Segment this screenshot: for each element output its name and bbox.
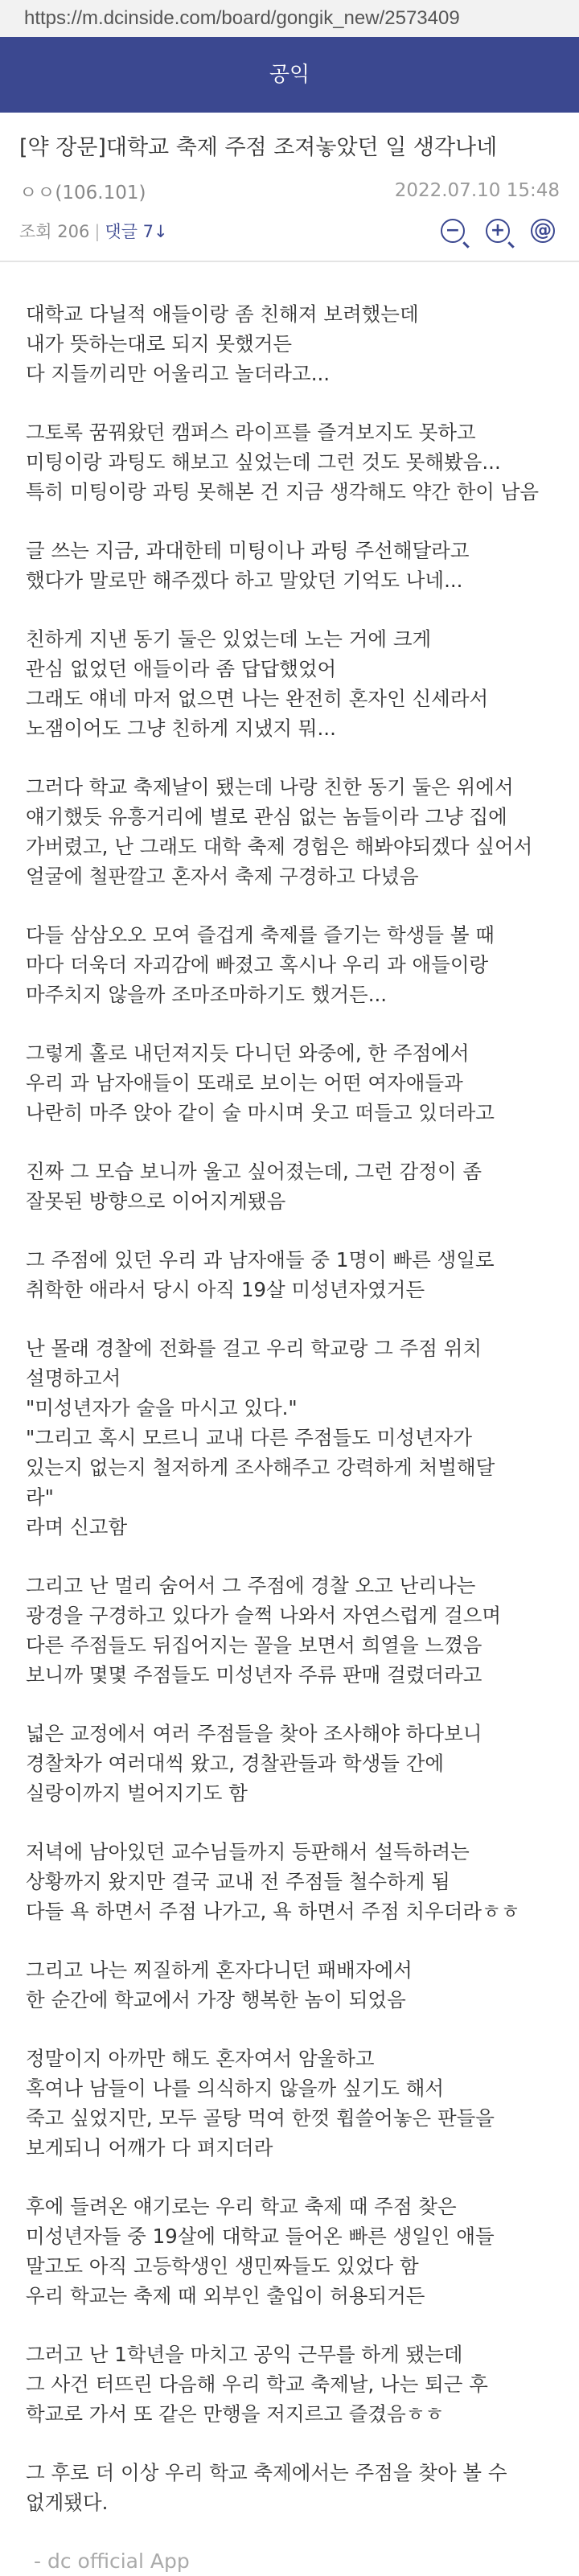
post-line: 상황까지 왔지만 결국 교내 전 주점들 철수하게 됨 [26, 1870, 450, 1893]
post-line: 다른 주점들도 뒤집어지는 꼴을 보면서 희열을 느꼈음 [26, 1633, 482, 1657]
post-line: 특히 미팅이랑 과팅 못해본 건 지금 생각해도 약간 한이 남음 [26, 480, 540, 503]
post-paragraph [26, 1955, 560, 2015]
post-line: 정말이지 아까만 해도 혼자여서 암울하고 [26, 2047, 375, 2070]
share-icon[interactable]: @ [531, 219, 555, 243]
post-line: 다들 삼삼오오 모여 즐겁게 축제를 즐기는 학생들 볼 때 [26, 923, 495, 947]
post-line: 그리고 나는 찌질하게 혼자다니던 패배자에서 [26, 1958, 413, 1982]
post-paragraph [26, 1245, 560, 1304]
post-paragraph [26, 772, 560, 891]
post-paragraph [26, 624, 560, 743]
gallery-name: 공익 [269, 63, 310, 87]
post-meta [19, 179, 560, 203]
gallery-header[interactable] [0, 37, 579, 113]
post-line: 넓은 교정에서 여러 주점들을 찾아 조사해야 하다보니 [26, 1722, 482, 1745]
post-paragraph [26, 2458, 560, 2517]
post-line: 경찰차가 여러대씩 왔고, 경찰관들과 학생들 간에 [26, 1752, 445, 1775]
post-line: 대학교 다닐적 애들이랑 좀 친해져 보려했는데 [26, 302, 419, 326]
post-line: 그리고 난 멀리 숨어서 그 주점에 경찰 오고 난리나는 [26, 1574, 476, 1597]
post-line: 다들 욕 하면서 주점 나가고, 욕 하면서 주점 치우더라ㅎㅎ [26, 1900, 520, 1923]
post-paragraph [26, 2044, 560, 2163]
post-line: 미성년자들 중 19살에 대학교 들어온 빠른 생일인 애들 [26, 2225, 495, 2248]
post-line: 그러고 난 1학년을 마치고 공익 근무를 하게 됐는데 [26, 2343, 463, 2366]
post-paragraph [26, 2340, 560, 2429]
post-line: 그 사건 터뜨린 다음해 우리 학교 축제날, 나는 퇴근 후 [26, 2373, 488, 2396]
post-paragraph [26, 1571, 560, 1690]
post-paragraph [26, 417, 560, 507]
post-line: 했다가 말로만 해주겠다 하고 말았던 기억도 나네... [26, 569, 463, 592]
zoom-in-icon[interactable]: + [486, 219, 510, 243]
post-line: 설명하고서 [26, 1366, 121, 1390]
post-line: 말고도 아직 고등학생인 생민짜들도 있었다 함 [26, 2254, 419, 2278]
stats-separator: | [94, 222, 101, 241]
post-line: "그리고 혹시 모르니 교내 다른 주점들도 미성년자가 [26, 1426, 473, 1449]
post-line: 미팅이랑 과팅도 해보고 싶었는데 그런 것도 못해봤음... [26, 450, 501, 474]
address-bar[interactable] [0, 0, 579, 37]
post-line: 그렇게 홀로 내던져지듯 다니던 와중에, 한 주점에서 [26, 1041, 470, 1065]
post-line: 죽고 싶었지만, 모두 골탕 먹여 한껏 휩쓸어놓은 판들을 [26, 2106, 495, 2130]
post-line: 친하게 지낸 동기 둘은 있었는데 노는 거에 크게 [26, 627, 432, 651]
post-paragraph [26, 1333, 560, 1542]
post-line: 그래도 얘네 마저 없으면 나는 완전히 혼자인 신세라서 [26, 687, 489, 710]
post-header [0, 113, 579, 248]
post-writer[interactable]: ㅇㅇ(106.101) [19, 182, 146, 203]
post-line: 가버렸고, 난 그래도 대학 축제 경험은 해봐야되겠다 싶어서 [26, 835, 533, 858]
post-line: 마주치지 않을까 조마조마하기도 했거든... [26, 983, 388, 1006]
post-line: 글 쓰는 지금, 과대한테 미팅이나 과팅 주선해달라고 [26, 539, 470, 562]
post-title: [약 장문]대학교 축제 주점 조져놓았던 일 생각나네 [19, 135, 498, 160]
post-line: 저녁에 남아있던 교수님들까지 등판해서 설득하려는 [26, 1840, 470, 1863]
post-line: 노잼이어도 그냥 친하게 지냈지 뭐... [26, 717, 336, 740]
post-line: 라" [26, 1485, 54, 1509]
zoom-out-icon[interactable]: − [441, 219, 465, 243]
post-paragraph [26, 1837, 560, 1926]
post-line: 관심 없었던 애들이라 좀 답답했었어 [26, 657, 337, 680]
post-line: 얼굴에 철판깔고 혼자서 축제 구경하고 다녔음 [26, 865, 419, 888]
post-line: 그토록 꿈꿔왔던 캠퍼스 라이프를 즐겨보지도 못하고 [26, 421, 476, 444]
post-line: 후에 들려온 얘기로는 우리 학교 축제 때 주점 찾은 [26, 2195, 457, 2218]
post-line: 라며 신고함 [26, 1515, 128, 1539]
post-line: 없게됐다. [26, 2491, 109, 2514]
post-paragraph [26, 1157, 560, 1216]
post-line: 진짜 그 모습 보니까 울고 싶어졌는데, 그런 감정이 좀 [26, 1160, 482, 1183]
post-paragraph [26, 920, 560, 1009]
post-line: 그 주점에 있던 우리 과 남자애들 중 1명이 빠른 생일로 [26, 1248, 495, 1272]
post-paragraph [26, 536, 560, 595]
post-body [0, 262, 579, 2576]
post-line: 보게되니 어깨가 다 펴지더라 [26, 2136, 273, 2159]
post-date: 2022.07.10 15:48 [394, 180, 560, 201]
post-line: 그 후로 더 이상 우리 학교 축제에서는 주점을 찾아 볼 수 [26, 2461, 507, 2484]
post-stats [19, 214, 560, 248]
post-line: 광경을 구경하고 있다가 슬쩍 나와서 자연스럽게 걸으며 [26, 1604, 502, 1627]
post-line: 우리 학교는 축제 때 외부인 출입이 허용되거든 [26, 2284, 425, 2307]
comment-count-link[interactable]: 댓글 7↓ [105, 222, 168, 241]
post-paragraph [26, 299, 560, 388]
post-paragraph [26, 2192, 560, 2311]
post-line: 얘기했듯 유흥거리에 별로 관심 없는 놈들이라 그냥 집에 [26, 805, 507, 828]
url-text: https://m.dcinside.com/board/gongik_new/2573409 [24, 7, 460, 29]
post-paragraph [26, 1719, 560, 1808]
post-line: 실랑이까지 벌어지기도 함 [26, 1781, 248, 1805]
post-line: 한 순간에 학교에서 가장 행복한 놈이 되었음 [26, 1988, 406, 2011]
post-tools [441, 219, 555, 243]
post-line: 난 몰래 경찰에 전화를 걸고 우리 학교랑 그 주점 위치 [26, 1337, 482, 1360]
post-line: 다 지들끼리만 어울리고 놀더라고... [26, 362, 331, 385]
post-line: 취학한 애라서 당시 아직 19살 미성년자였거든 [26, 1278, 425, 1301]
post-line: 혹여나 남들이 나를 의식하지 않을까 싶기도 해서 [26, 2077, 445, 2100]
post-line: 내가 뜻하는대로 되지 못했거든 [26, 332, 293, 355]
post-line: 학교로 가서 또 같은 만행을 저지르고 즐겼음ㅎㅎ [26, 2402, 445, 2426]
post-line: 보니까 몇몇 주점들도 미성년자 주류 판매 걸렸더라고 [26, 1663, 482, 1687]
app-signature: - dc official App [34, 2549, 190, 2573]
post-line: 그러다 학교 축제날이 됐는데 나랑 친한 동기 둘은 위에서 [26, 775, 514, 799]
post-line: "미성년자가 술을 마시고 있다." [26, 1396, 298, 1419]
view-count: 조회 206 [19, 222, 90, 241]
post-paragraph [26, 1038, 560, 1128]
post-line: 나란히 마주 앉아 같이 술 마시며 웃고 떠들고 있더라고 [26, 1101, 495, 1124]
post-line: 마다 더욱더 자괴감에 빠졌고 혹시나 우리 과 애들이랑 [26, 953, 489, 976]
post-line: 잘못된 방향으로 이어지게됐음 [26, 1189, 286, 1213]
post-line: 있는지 없는지 철저하게 조사해주고 강력하게 처벌해달 [26, 1456, 495, 1479]
post-line: 우리 과 남자애들이 또래로 보이는 어떤 여자애들과 [26, 1071, 463, 1095]
